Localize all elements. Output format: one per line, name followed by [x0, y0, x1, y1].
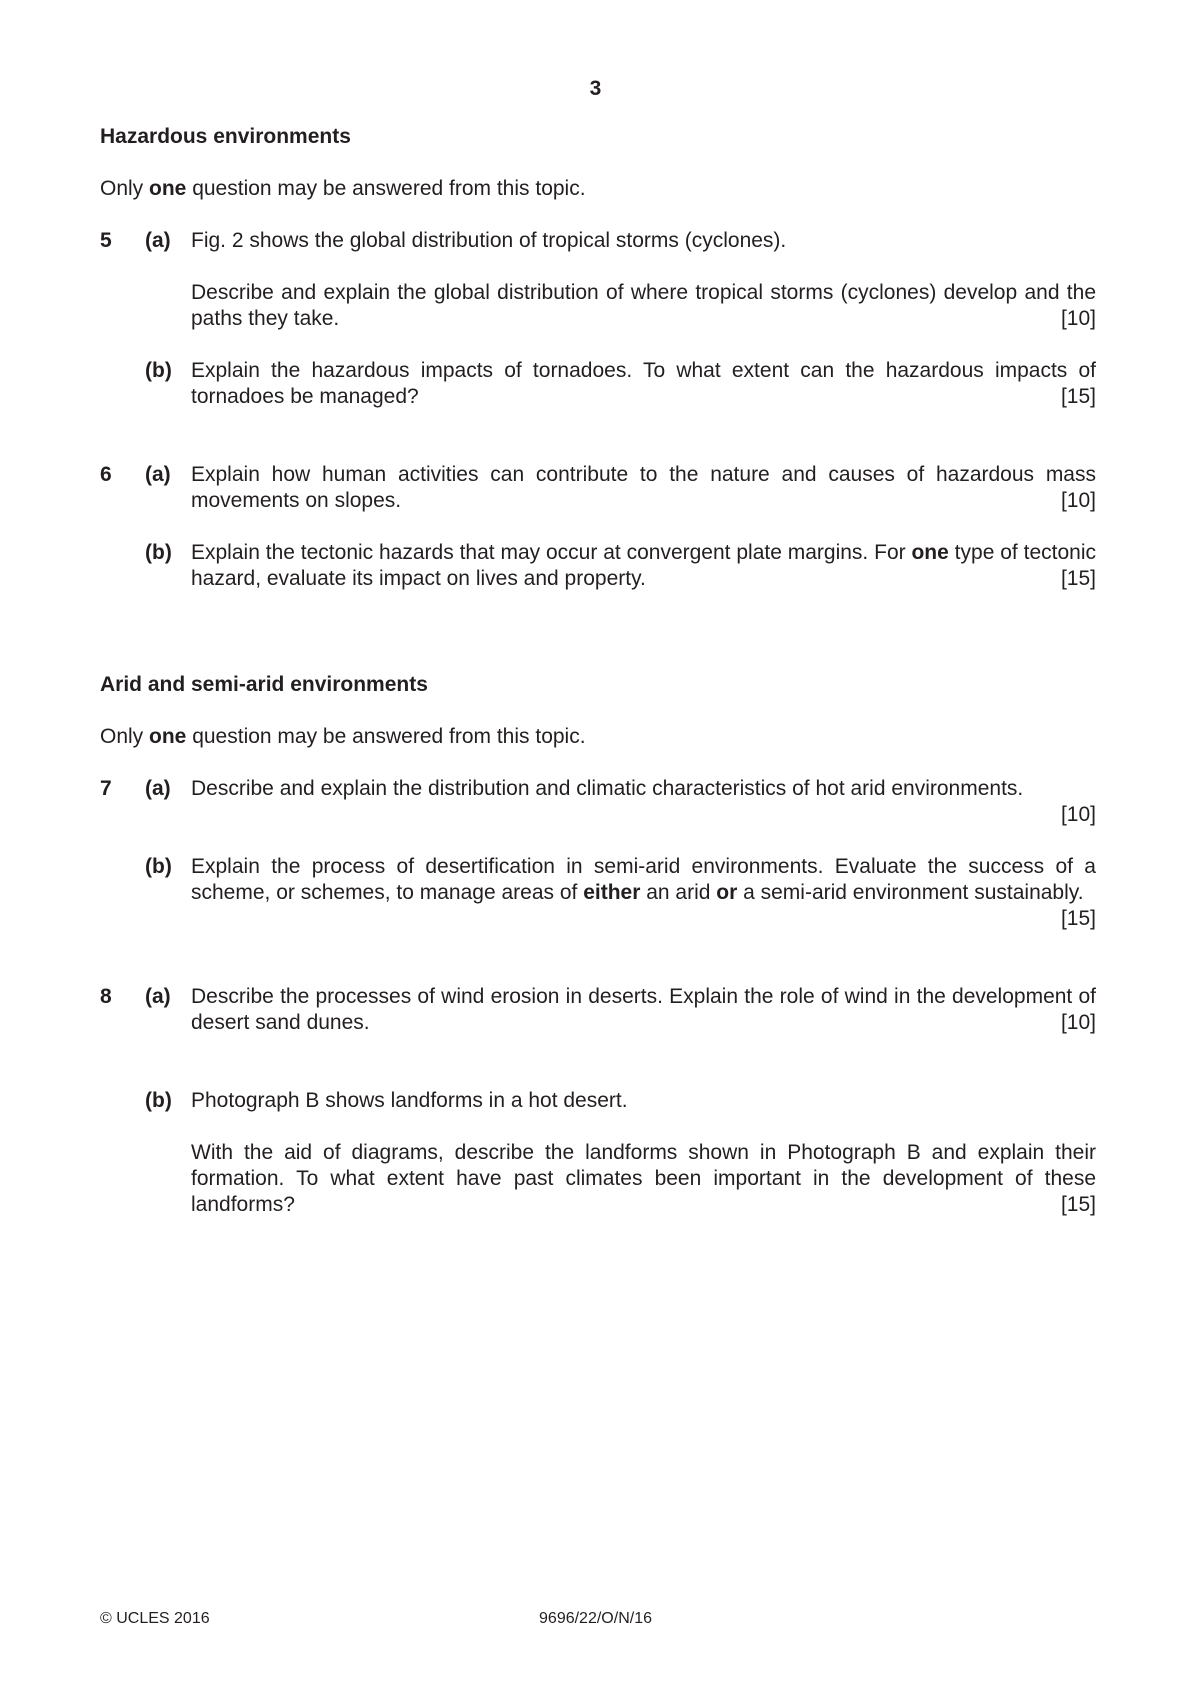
section-title-arid: Arid and semi-arid environments [100, 673, 428, 696]
q5a-mark: [10] [1060, 307, 1096, 330]
q6a-label: (a) [145, 463, 171, 486]
q5b-label: (b) [145, 359, 172, 382]
q8a-mark: [10] [1060, 1011, 1096, 1034]
q5b-mark: [15] [1060, 385, 1096, 408]
q5b-text: Explain the hazardous impacts of tornadoes. To what extent can the hazardous impacts of tornadoes be managed? [15] [191, 359, 1096, 408]
q5a-text: Describe and explain the global distribution of where tropical storms (cyclones) develop and the paths they take. [10] [191, 281, 1096, 330]
q6b-label: (b) [145, 541, 172, 564]
footer-paper-code: 9696/22/O/N/16 [539, 1610, 652, 1627]
question-number-6: 6 [100, 463, 112, 486]
q5a-intro: Fig. 2 shows the global distribution of tropical storms (cyclones). [191, 229, 787, 252]
q7a-label: (a) [145, 777, 171, 800]
q6b-mark: [15] [1060, 567, 1096, 590]
q7b-text: Explain the process of desertification in semi-arid environments. Evaluate the success of a scheme, or schemes, to manage areas of either an arid or a semi-arid environment sustainably. [15] [191, 855, 1096, 930]
q8b-mark: [15] [1060, 1193, 1096, 1216]
q6b-text: Explain the tectonic hazards that may occur at convergent plate margins. For one type of tectonic hazard, evaluate its impact on lives and property. [15] [191, 541, 1096, 590]
q7a-mark: [10] [1060, 803, 1096, 826]
q7b-mark: [15] [1060, 907, 1096, 930]
q5a-label: (a) [145, 229, 171, 252]
q8a-label: (a) [145, 985, 171, 1008]
q8b-intro: Photograph B shows landforms in a hot desert. [191, 1089, 628, 1112]
question-number-5: 5 [100, 229, 112, 252]
page-number: 3 [589, 77, 602, 100]
section-title-hazardous: Hazardous environments [100, 125, 351, 148]
q8b-label: (b) [145, 1089, 172, 1112]
q7a-text: Describe and explain the distribution and climatic characteristics of hot arid environments. [10] [191, 777, 1096, 826]
q6a-mark: [10] [1060, 489, 1096, 512]
section-intro-hazardous: Only one question may be answered from this topic. [100, 177, 586, 200]
q6a-text: Explain how human activities can contribute to the nature and causes of hazardous mass movements on slopes. [10] [191, 463, 1096, 512]
footer-copyright: © UCLES 2016 [100, 1610, 210, 1627]
question-number-7: 7 [100, 777, 112, 800]
q8a-text: Describe the processes of wind erosion in deserts. Explain the role of wind in the development of desert sand dunes. [10] [191, 985, 1096, 1034]
q5a-body [191, 228, 1096, 332]
q7b-label: (b) [145, 855, 172, 878]
section-intro-arid: Only one question may be answered from this topic. [100, 725, 586, 748]
question-number-8: 8 [100, 985, 112, 1008]
q8b-text: With the aid of diagrams, describe the landforms shown in Photograph B and explain their formation. To what extent have past climates been important in the development of these landforms? [15] [191, 1141, 1096, 1216]
q8b-body [191, 1088, 1096, 1218]
